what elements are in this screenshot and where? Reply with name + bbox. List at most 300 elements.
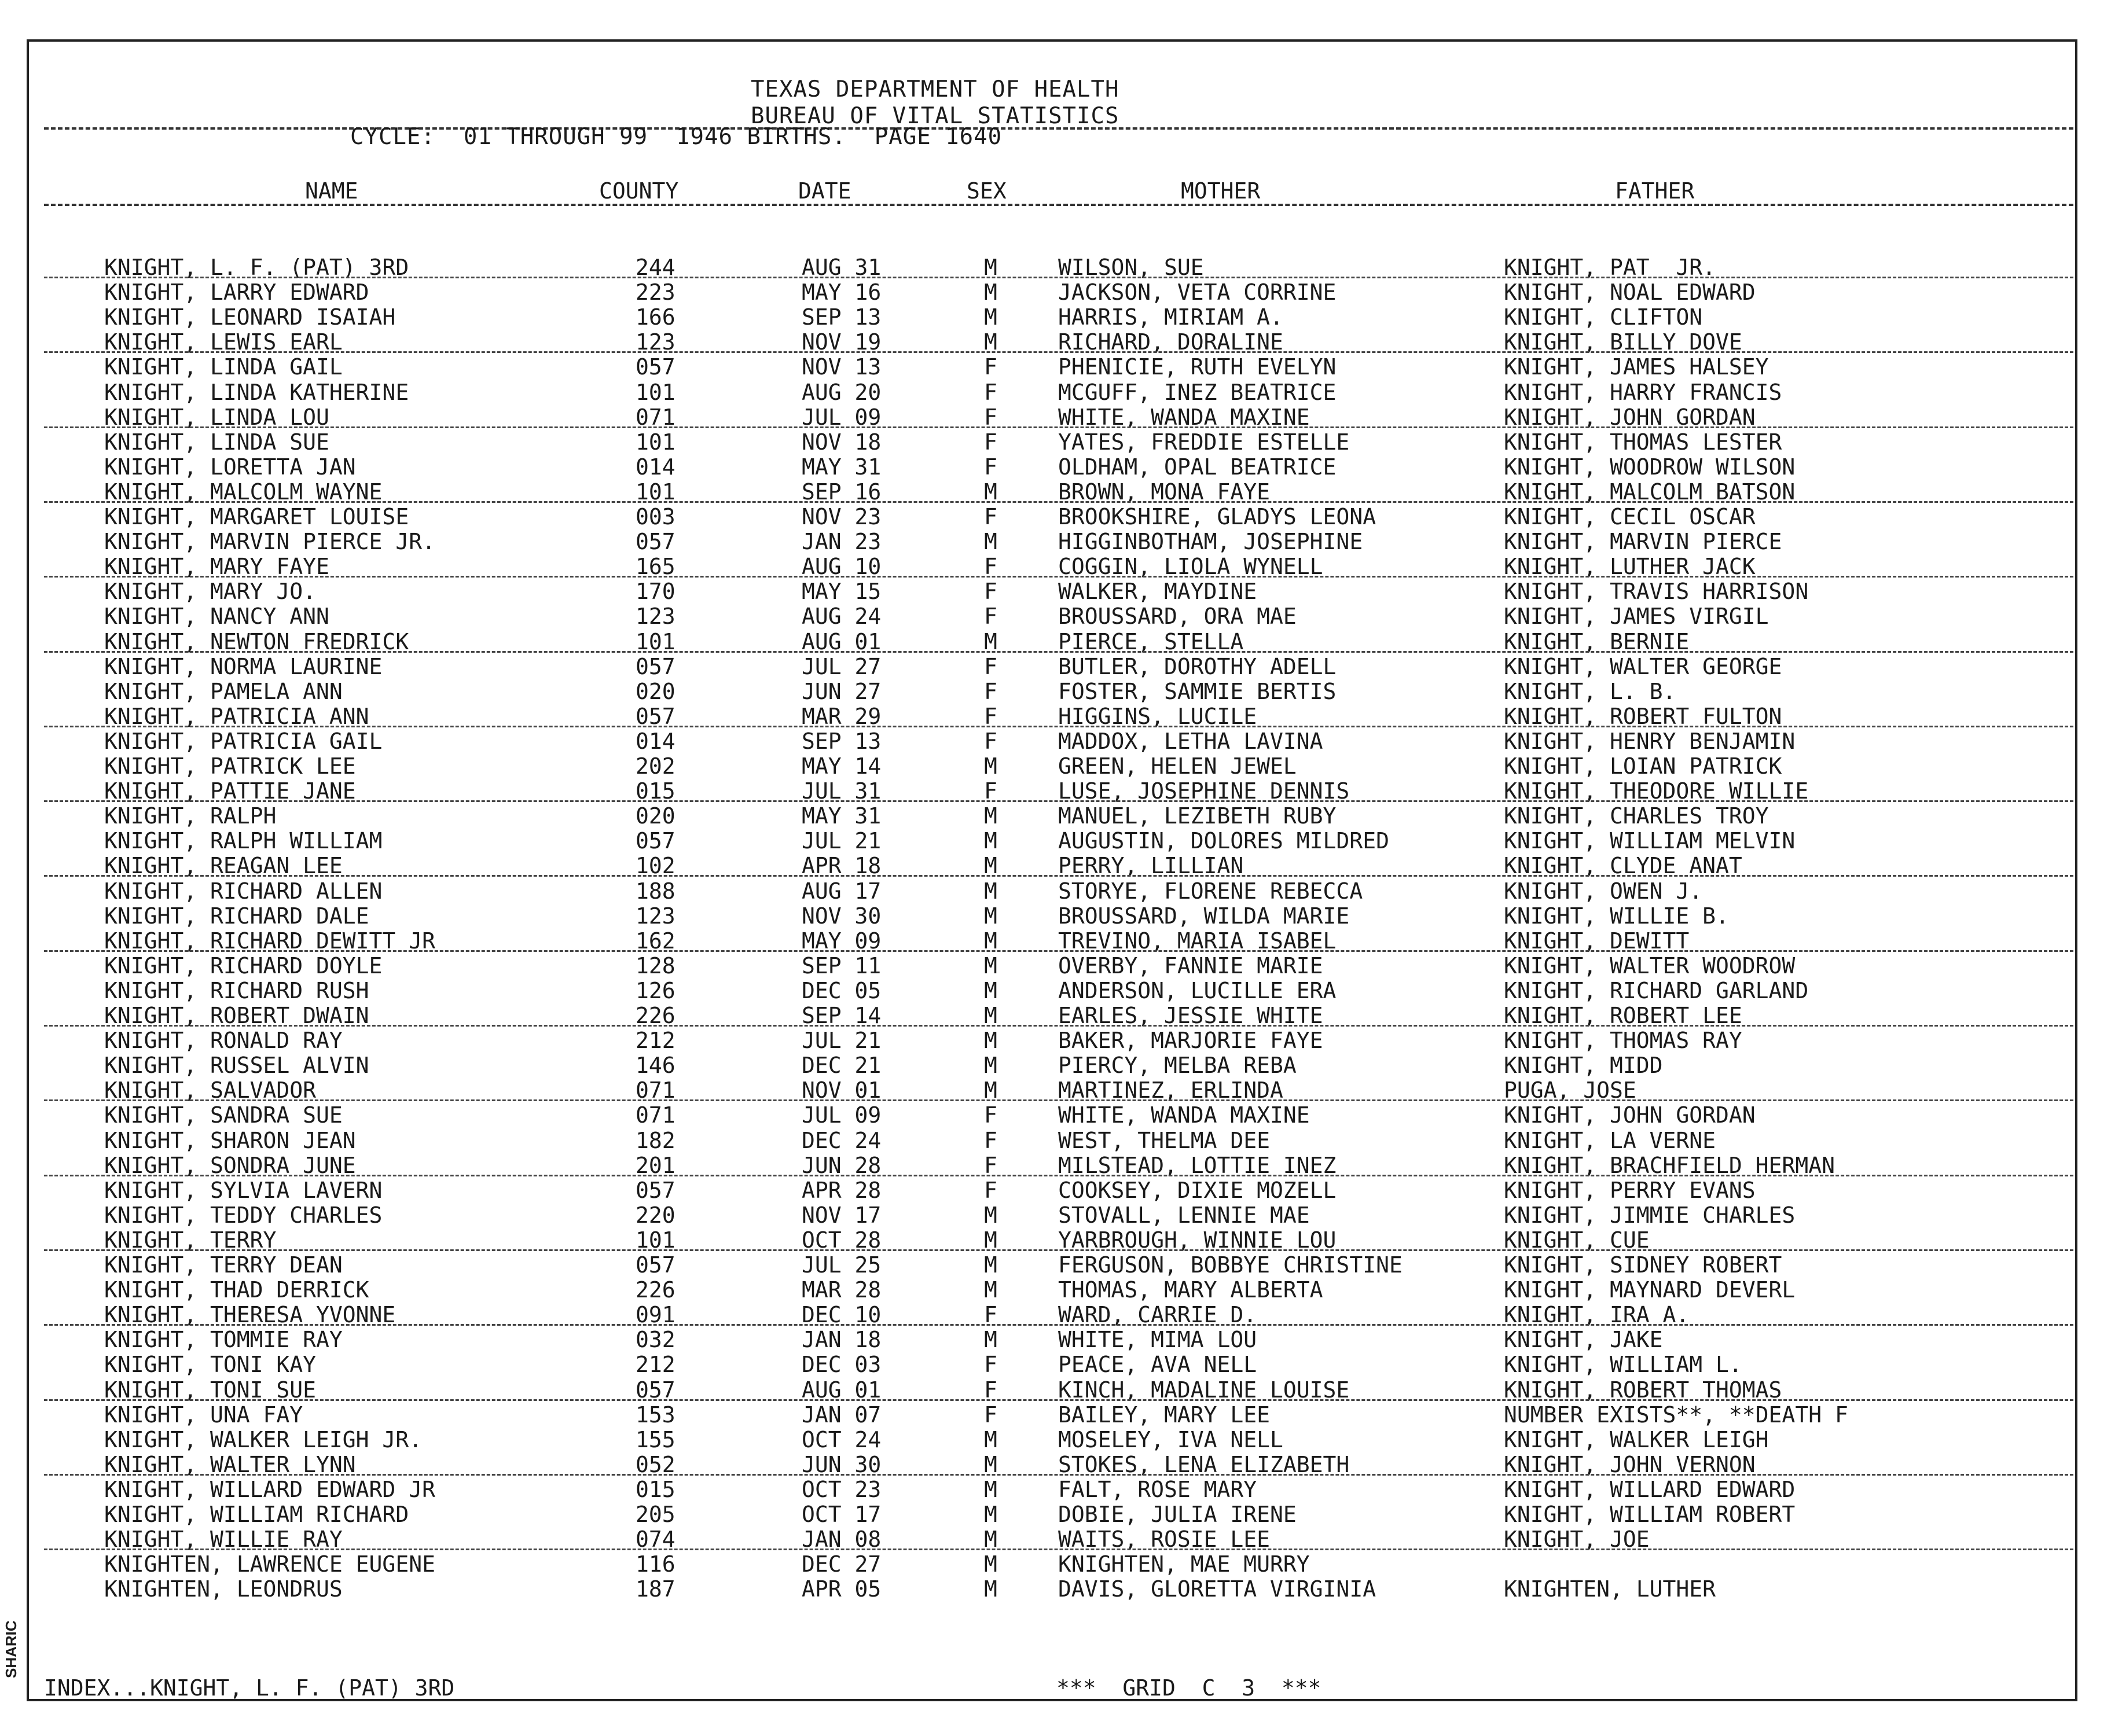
record-father: KNIGHT, MIDD	[1504, 1053, 1663, 1078]
record-name: KNIGHT, TONI SUE	[104, 1377, 317, 1403]
record-father: KNIGHT, JIMMIE CHARLES	[1504, 1202, 1796, 1228]
record-mother: MARTINEZ, ERLINDA	[1058, 1077, 1283, 1103]
record-sex: F	[984, 504, 997, 529]
record-sex: F	[984, 1128, 997, 1153]
record-sex: M	[984, 1452, 997, 1477]
row-separator	[44, 1549, 2073, 1550]
record-date: NOV 17	[802, 1202, 882, 1228]
record-mother: YARBROUGH, WINNIE LOU	[1058, 1227, 1337, 1253]
record-county: 212	[636, 1352, 675, 1377]
record-mother: PIERCE, STELLA	[1058, 629, 1244, 654]
row-separator	[44, 1474, 2073, 1476]
record-date: MAY 15	[802, 579, 882, 604]
record-mother: WHITE, WANDA MAXINE	[1058, 1102, 1310, 1128]
column-header-mother: MOTHER	[1181, 178, 1261, 204]
row-separator	[44, 426, 2073, 428]
record-date: NOV 01	[802, 1077, 882, 1103]
record-name: KNIGHT, MARY JO.	[104, 579, 317, 604]
record-date: MAY 31	[802, 454, 882, 480]
record-date: DEC 24	[802, 1128, 882, 1153]
record-name: KNIGHT, LEONARD ISAIAH	[104, 304, 396, 330]
record-mother: EARLES, JESSIE WHITE	[1058, 1003, 1323, 1028]
record-date: DEC 10	[802, 1302, 882, 1327]
record-county: 014	[636, 729, 675, 754]
record-date: JUN 30	[802, 1452, 882, 1477]
record-date: NOV 30	[802, 903, 882, 929]
column-header-sex: SEX	[967, 178, 1007, 204]
record-father: KNIGHT, THEODORE WILLIE	[1504, 778, 1809, 804]
record-sex: M	[984, 978, 997, 1003]
record-father: KNIGHT, RICHARD GARLAND	[1504, 978, 1809, 1003]
record-date: JUL 27	[802, 654, 882, 679]
record-mother: WHITE, MIMA LOU	[1058, 1327, 1257, 1352]
record-mother: BROUSSARD, WILDA MARIE	[1058, 903, 1350, 929]
record-name: KNIGHT, RICHARD DOYLE	[104, 953, 383, 979]
record-father: KNIGHT, WALTER GEORGE	[1504, 654, 1782, 679]
record-county: 101	[636, 380, 675, 405]
record-father: KNIGHT, WILLIAM ROBERT	[1504, 1502, 1796, 1527]
record-name: KNIGHT, PAMELA ANN	[104, 679, 343, 704]
record-mother: PEACE, AVA NELL	[1058, 1352, 1257, 1377]
row-separator	[44, 576, 2073, 578]
record-name: KNIGHT, WALKER LEIGH JR.	[104, 1427, 423, 1452]
column-header-name: NAME	[305, 178, 358, 204]
record-mother: RICHARD, DORALINE	[1058, 329, 1283, 355]
record-name: KNIGHT, LARRY EDWARD	[104, 279, 369, 305]
record-father: KNIGHT, LUTHER JACK	[1504, 554, 1756, 579]
record-date: SEP 11	[802, 953, 882, 979]
record-sex: F	[984, 679, 997, 704]
record-name: KNIGHT, PATRICIA ANN	[104, 704, 369, 729]
record-father: NUMBER EXISTS**, **DEATH F	[1504, 1402, 1848, 1428]
record-county: 202	[636, 753, 675, 779]
record-date: NOV 18	[802, 429, 882, 455]
record-father: KNIGHT, MAYNARD DEVERL	[1504, 1277, 1796, 1303]
header-cycle: CYCLE: 01 THROUGH 99 1946 BIRTHS. PAGE 1640	[350, 124, 1003, 150]
record-date: OCT 28	[802, 1227, 882, 1253]
record-father: KNIGHT, CLIFTON	[1504, 304, 1703, 330]
row-separator	[44, 1399, 2073, 1401]
record-date: SEP 16	[802, 479, 882, 505]
record-father: KNIGHT, WILLIE B.	[1504, 903, 1729, 929]
record-name: KNIGHT, MALCOLM WAYNE	[104, 479, 383, 505]
record-county: 153	[636, 1402, 675, 1428]
record-sex: M	[984, 878, 997, 904]
record-mother: WHITE, WANDA MAXINE	[1058, 404, 1310, 430]
record-date: MAR 28	[802, 1277, 882, 1303]
margin-label: SHARIC	[2, 1620, 20, 1678]
record-father: KNIGHT, WILLIAM L.	[1504, 1352, 1742, 1377]
record-sex: M	[984, 1028, 997, 1053]
record-mother: BROUSSARD, ORA MAE	[1058, 604, 1297, 629]
record-name: KNIGHT, RONALD RAY	[104, 1028, 343, 1053]
record-county: 162	[636, 928, 675, 954]
row-separator	[44, 1025, 2073, 1027]
record-sex: F	[984, 654, 997, 679]
record-mother: GREEN, HELEN JEWEL	[1058, 753, 1297, 779]
record-date: AUG 10	[802, 554, 882, 579]
record-name: KNIGHTEN, LEONDRUS	[104, 1576, 343, 1602]
record-mother: FERGUSON, BOBBYE CHRISTINE	[1058, 1252, 1403, 1278]
record-date: JUL 09	[802, 1102, 882, 1128]
record-name: KNIGHT, ROBERT DWAIN	[104, 1003, 369, 1028]
record-county: 212	[636, 1028, 675, 1053]
record-father: KNIGHT, SIDNEY ROBERT	[1504, 1252, 1782, 1278]
record-date: JUL 25	[802, 1252, 882, 1278]
record-name: KNIGHT, SONDRA JUNE	[104, 1153, 356, 1178]
footer-grid: *** GRID C 3 ***	[1056, 1675, 1321, 1701]
row-separator	[44, 651, 2073, 653]
record-mother: PHENICIE, RUTH EVELYN	[1058, 354, 1337, 380]
record-sex: F	[984, 579, 997, 604]
record-father: KNIGHT, CLYDE ANAT	[1504, 853, 1742, 878]
record-county: 101	[636, 479, 675, 505]
record-mother: MCGUFF, INEZ BEATRICE	[1058, 380, 1337, 405]
record-county: 101	[636, 1227, 675, 1253]
record-name: KNIGHT, PATTIE JANE	[104, 778, 356, 804]
header-department: TEXAS DEPARTMENT OF HEALTH	[751, 76, 1119, 102]
record-father: KNIGHT, PAT JR.	[1504, 255, 1716, 280]
record-father: KNIGHT, MALCOLM BATSON	[1504, 479, 1796, 505]
record-county: 057	[636, 1252, 675, 1278]
record-father: KNIGHTEN, LUTHER	[1504, 1576, 1716, 1602]
record-name: KNIGHT, WILLARD EDWARD JR	[104, 1477, 435, 1502]
record-mother: DAVIS, GLORETTA VIRGINIA	[1058, 1576, 1376, 1602]
record-mother: BUTLER, DOROTHY ADELL	[1058, 654, 1337, 679]
record-mother: KINCH, MADALINE LOUISE	[1058, 1377, 1350, 1403]
row-separator	[44, 1249, 2073, 1251]
record-county: 074	[636, 1527, 675, 1552]
record-date: APR 28	[802, 1178, 882, 1203]
record-mother: MANUEL, LEZIBETH RUBY	[1058, 803, 1337, 829]
row-separator	[44, 351, 2073, 353]
record-sex: F	[984, 1402, 997, 1428]
record-mother: STOVALL, LENNIE MAE	[1058, 1202, 1310, 1228]
record-father: KNIGHT, CHARLES TROY	[1504, 803, 1769, 829]
record-sex: M	[984, 953, 997, 979]
row-separator	[44, 501, 2073, 503]
record-sex: F	[984, 1102, 997, 1128]
record-county: 165	[636, 554, 675, 579]
record-county: 057	[636, 1178, 675, 1203]
record-date: JUN 28	[802, 1153, 882, 1178]
record-mother: KNIGHTEN, MAE MURRY	[1058, 1551, 1310, 1577]
record-county: 220	[636, 1202, 675, 1228]
header-separator	[44, 127, 2073, 130]
record-mother: YATES, FREDDIE ESTELLE	[1058, 429, 1350, 455]
record-name: KNIGHT, THERESA YVONNE	[104, 1302, 396, 1327]
record-sex: M	[984, 479, 997, 505]
record-county: 032	[636, 1327, 675, 1352]
record-name: KNIGHT, TOMMIE RAY	[104, 1327, 343, 1352]
record-sex: M	[984, 1227, 997, 1253]
record-date: AUG 01	[802, 1377, 882, 1403]
record-county: 091	[636, 1302, 675, 1327]
record-name: KNIGHT, RALPH	[104, 803, 277, 829]
record-date: MAR 29	[802, 704, 882, 729]
record-date: JUN 27	[802, 679, 882, 704]
record-date: AUG 24	[802, 604, 882, 629]
record-county: 123	[636, 329, 675, 355]
record-sex: F	[984, 604, 997, 629]
record-sex: M	[984, 1527, 997, 1552]
row-separator	[44, 1099, 2073, 1101]
record-father: KNIGHT, WILLIAM MELVIN	[1504, 828, 1796, 854]
record-county: 057	[636, 828, 675, 854]
record-name: KNIGHT, THAD DERRICK	[104, 1277, 369, 1303]
record-county: 102	[636, 853, 675, 878]
record-date: NOV 23	[802, 504, 882, 529]
record-date: JUL 31	[802, 778, 882, 804]
record-sex: M	[984, 803, 997, 829]
record-name: KNIGHT, SANDRA SUE	[104, 1102, 343, 1128]
record-father: KNIGHT, LOIAN PATRICK	[1504, 753, 1782, 779]
record-date: JAN 08	[802, 1527, 882, 1552]
record-name: KNIGHT, LINDA LOU	[104, 404, 329, 430]
record-name: KNIGHT, SALVADOR	[104, 1077, 317, 1103]
record-name: KNIGHT, PATRICK LEE	[104, 753, 356, 779]
record-name: KNIGHT, WILLIAM RICHARD	[104, 1502, 409, 1527]
record-sex: M	[984, 1053, 997, 1078]
record-mother: BROWN, MONA FAYE	[1058, 479, 1271, 505]
record-mother: WILSON, SUE	[1058, 255, 1204, 280]
record-sex: M	[984, 1477, 997, 1502]
record-county: 126	[636, 978, 675, 1003]
record-name: KNIGHT, TEDDY CHARLES	[104, 1202, 383, 1228]
record-father: KNIGHT, WALKER LEIGH	[1504, 1427, 1769, 1452]
record-county: 188	[636, 878, 675, 904]
record-county: 020	[636, 803, 675, 829]
record-mother: COGGIN, LIOLA WYNELL	[1058, 554, 1323, 579]
record-father: KNIGHT, JOE	[1504, 1527, 1650, 1552]
record-name: KNIGHT, RICHARD RUSH	[104, 978, 369, 1003]
record-mother: BAKER, MARJORIE FAYE	[1058, 1028, 1323, 1053]
record-mother: MOSELEY, IVA NELL	[1058, 1427, 1283, 1452]
record-county: 205	[636, 1502, 675, 1527]
record-date: DEC 03	[802, 1352, 882, 1377]
record-name: KNIGHT, LINDA GAIL	[104, 354, 343, 380]
record-date: OCT 24	[802, 1427, 882, 1452]
record-mother: JACKSON, VETA CORRINE	[1058, 279, 1337, 305]
record-mother: FOSTER, SAMMIE BERTIS	[1058, 679, 1337, 704]
column-header-date: DATE	[798, 178, 851, 204]
record-county: 128	[636, 953, 675, 979]
record-county: 015	[636, 1477, 675, 1502]
row-separator	[44, 726, 2073, 727]
record-mother: OVERBY, FANNIE MARIE	[1058, 953, 1323, 979]
record-sex: M	[984, 304, 997, 330]
record-name: KNIGHT, LORETTA JAN	[104, 454, 356, 480]
record-county: 071	[636, 404, 675, 430]
record-name: KNIGHT, NEWTON FREDRICK	[104, 629, 409, 654]
record-mother: WAITS, ROSIE LEE	[1058, 1527, 1271, 1552]
record-county: 101	[636, 629, 675, 654]
record-date: OCT 17	[802, 1502, 882, 1527]
record-county: 123	[636, 903, 675, 929]
record-mother: AUGUSTIN, DOLORES MILDRED	[1058, 828, 1389, 854]
record-sex: F	[984, 1153, 997, 1178]
record-father: KNIGHT, JOHN GORDAN	[1504, 1102, 1756, 1128]
record-father: KNIGHT, JAKE	[1504, 1327, 1663, 1352]
record-mother: ANDERSON, LUCILLE ERA	[1058, 978, 1337, 1003]
row-separator	[44, 800, 2073, 802]
record-father: KNIGHT, PERRY EVANS	[1504, 1178, 1756, 1203]
record-name: KNIGHT, PATRICIA GAIL	[104, 729, 383, 754]
record-name: KNIGHT, MARGARET LOUISE	[104, 504, 409, 529]
record-father: KNIGHT, BRACHFIELD HERMAN	[1504, 1153, 1835, 1178]
record-sex: M	[984, 903, 997, 929]
record-county: 182	[636, 1128, 675, 1153]
record-date: JUL 21	[802, 828, 882, 854]
record-father: KNIGHT, ROBERT THOMAS	[1504, 1377, 1782, 1403]
record-date: JUL 21	[802, 1028, 882, 1053]
record-mother: HIGGINS, LUCILE	[1058, 704, 1257, 729]
record-county: 146	[636, 1053, 675, 1078]
record-sex: M	[984, 1077, 997, 1103]
record-county: 015	[636, 778, 675, 804]
record-sex: F	[984, 380, 997, 405]
record-county: 003	[636, 504, 675, 529]
record-sex: F	[984, 554, 997, 579]
row-separator	[44, 277, 2073, 278]
record-sex: F	[984, 1302, 997, 1327]
record-sex: F	[984, 429, 997, 455]
record-sex: M	[984, 853, 997, 878]
record-county: 020	[636, 679, 675, 704]
record-sex: M	[984, 1252, 997, 1278]
record-county: 101	[636, 429, 675, 455]
record-county: 014	[636, 454, 675, 480]
record-sex: M	[984, 1502, 997, 1527]
record-father: KNIGHT, BILLY DOVE	[1504, 329, 1742, 355]
record-father: KNIGHT, ROBERT LEE	[1504, 1003, 1742, 1028]
record-father: KNIGHT, JAMES HALSEY	[1504, 354, 1769, 380]
row-separator	[44, 1175, 2073, 1176]
record-sex: M	[984, 255, 997, 280]
record-date: JAN 18	[802, 1327, 882, 1352]
record-county: 057	[636, 529, 675, 554]
record-name: KNIGHT, NORMA LAURINE	[104, 654, 383, 679]
record-name: KNIGHT, NANCY ANN	[104, 604, 329, 629]
record-mother: MILSTEAD, LOTTIE INEZ	[1058, 1153, 1337, 1178]
record-date: MAY 14	[802, 753, 882, 779]
record-mother: STOKES, LENA ELIZABETH	[1058, 1452, 1350, 1477]
record-sex: M	[984, 753, 997, 779]
record-mother: THOMAS, MARY ALBERTA	[1058, 1277, 1323, 1303]
record-father: KNIGHT, CECIL OSCAR	[1504, 504, 1756, 529]
column-header-underline	[44, 204, 2073, 206]
record-sex: M	[984, 279, 997, 305]
record-father: KNIGHT, NOAL EDWARD	[1504, 279, 1756, 305]
row-separator	[44, 950, 2073, 952]
footer-index: INDEX...KNIGHT, L. F. (PAT) 3RD	[44, 1675, 455, 1701]
record-mother: TREVINO, MARIA ISABEL	[1058, 928, 1337, 954]
record-mother: STORYE, FLORENE REBECCA	[1058, 878, 1363, 904]
record-county: 166	[636, 304, 675, 330]
record-father: KNIGHT, HARRY FRANCIS	[1504, 380, 1782, 405]
record-sex: M	[984, 828, 997, 854]
record-county: 057	[636, 354, 675, 380]
record-name: KNIGHT, RICHARD ALLEN	[104, 878, 383, 904]
record-date: AUG 20	[802, 380, 882, 405]
record-name: KNIGHT, SHARON JEAN	[104, 1128, 356, 1153]
record-sex: M	[984, 1202, 997, 1228]
record-date: SEP 14	[802, 1003, 882, 1028]
record-mother: LUSE, JOSEPHINE DENNIS	[1058, 778, 1350, 804]
record-mother: DOBIE, JULIA IRENE	[1058, 1502, 1297, 1527]
record-date: SEP 13	[802, 304, 882, 330]
record-sex: M	[984, 1277, 997, 1303]
record-name: KNIGHT, RALPH WILLIAM	[104, 828, 383, 854]
record-date: AUG 17	[802, 878, 882, 904]
header-bureau: BUREAU OF VITAL STATISTICS	[751, 103, 1119, 129]
record-name: KNIGHT, MARVIN PIERCE JR.	[104, 529, 435, 554]
record-mother: BAILEY, MARY LEE	[1058, 1402, 1271, 1428]
record-county: 155	[636, 1427, 675, 1452]
record-date: SEP 13	[802, 729, 882, 754]
record-mother: MADDOX, LETHA LAVINA	[1058, 729, 1323, 754]
record-mother: WEST, THELMA DEE	[1058, 1128, 1271, 1153]
record-county: 057	[636, 654, 675, 679]
record-name: KNIGHT, LINDA SUE	[104, 429, 329, 455]
record-date: NOV 19	[802, 329, 882, 355]
record-date: MAY 31	[802, 803, 882, 829]
record-sex: M	[984, 1003, 997, 1028]
record-sex: M	[984, 928, 997, 954]
record-date: APR 18	[802, 853, 882, 878]
record-father: KNIGHT, JAMES VIRGIL	[1504, 604, 1769, 629]
record-sex: F	[984, 454, 997, 480]
record-date: MAY 09	[802, 928, 882, 954]
record-father: KNIGHT, ROBERT FULTON	[1504, 704, 1782, 729]
record-name: KNIGHT, TERRY	[104, 1227, 277, 1253]
column-header-father: FATHER	[1615, 178, 1695, 204]
record-date: MAY 16	[802, 279, 882, 305]
record-father: KNIGHT, L. B.	[1504, 679, 1676, 704]
record-name: KNIGHT, WILLIE RAY	[104, 1527, 343, 1552]
record-date: AUG 31	[802, 255, 882, 280]
row-separator	[44, 1324, 2073, 1326]
record-date: APR 05	[802, 1576, 882, 1602]
record-sex: F	[984, 404, 997, 430]
record-sex: F	[984, 354, 997, 380]
record-county: 244	[636, 255, 675, 280]
record-date: DEC 21	[802, 1053, 882, 1078]
record-county: 226	[636, 1003, 675, 1028]
record-date: JAN 23	[802, 529, 882, 554]
record-name: KNIGHT, LINDA KATHERINE	[104, 380, 409, 405]
record-county: 123	[636, 604, 675, 629]
record-father: KNIGHT, THOMAS RAY	[1504, 1028, 1742, 1053]
record-father: KNIGHT, JOHN VERNON	[1504, 1452, 1756, 1477]
record-date: JUL 09	[802, 404, 882, 430]
record-father: KNIGHT, WOODROW WILSON	[1504, 454, 1796, 480]
record-father: KNIGHT, WILLARD EDWARD	[1504, 1477, 1796, 1502]
record-sex: F	[984, 729, 997, 754]
record-county: 226	[636, 1277, 675, 1303]
record-sex: M	[984, 1551, 997, 1577]
record-father: PUGA, JOSE	[1504, 1077, 1636, 1103]
record-name: KNIGHT, TONI KAY	[104, 1352, 317, 1377]
record-date: AUG 01	[802, 629, 882, 654]
record-name: KNIGHT, LEWIS EARL	[104, 329, 343, 355]
record-date: DEC 05	[802, 978, 882, 1003]
record-father: KNIGHT, JOHN GORDAN	[1504, 404, 1756, 430]
record-father: KNIGHT, IRA A.	[1504, 1302, 1690, 1327]
record-county: 057	[636, 1377, 675, 1403]
record-name: KNIGHT, RICHARD DEWITT JR	[104, 928, 435, 954]
record-sex: M	[984, 629, 997, 654]
